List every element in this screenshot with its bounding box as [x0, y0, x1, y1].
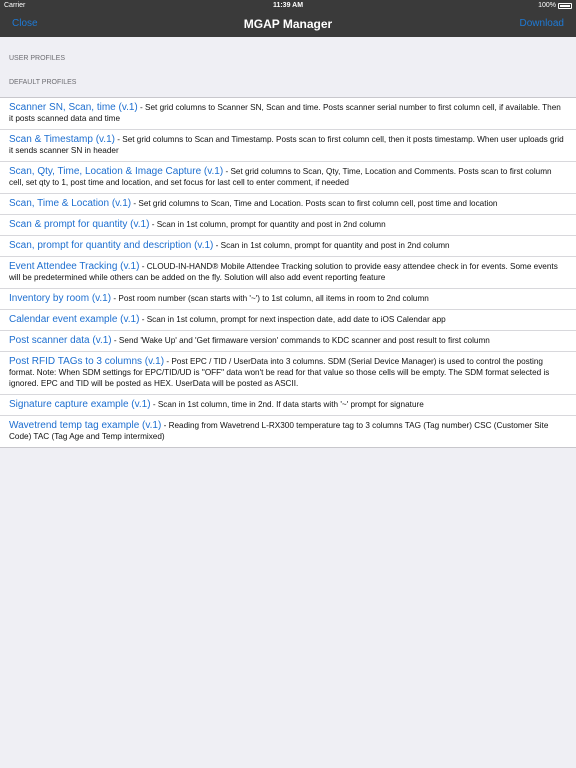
profile-name: Scan & Timestamp (v.1)	[9, 134, 115, 145]
battery-indicator	[538, 2, 572, 9]
status-bar	[0, 0, 576, 12]
profile-name: Scan, prompt for quantity and description (v.1)	[9, 240, 214, 251]
profile-name: Post RFID TAGs to 3 columns (v.1)	[9, 356, 165, 367]
profile-description: - Send 'Wake Up' and 'Get firmaware version' commands to KDC scanner and post result to first column	[111, 336, 490, 345]
profile-row[interactable]	[0, 331, 576, 352]
profile-row[interactable]	[0, 310, 576, 331]
profile-description: - Set grid columns to Scan and Timestamp. Posts scan to first column cell, then it posts timestamp. When user uploads grid it sends scanner SN in header	[9, 135, 564, 155]
close-button[interactable]: Close	[12, 18, 38, 29]
profile-row[interactable]	[0, 162, 576, 194]
status-time: 11:39 AM	[272, 2, 304, 9]
profile-row[interactable]	[0, 130, 576, 162]
profile-name: Scanner SN, Scan, time (v.1)	[9, 102, 138, 113]
profile-description: - CLOUD-IN-HAND® Mobile Attendee Tracking solution to provide easy attendee check in for events. Some events will be predetermined while others can be added on the fly. Solution will also add event reporting feature	[9, 262, 558, 282]
profile-name: Wavetrend temp tag example (v.1)	[9, 420, 162, 431]
profile-name: Post scanner data (v.1)	[9, 335, 112, 346]
profile-name: Scan, Time & Location (v.1)	[9, 198, 132, 209]
profile-row[interactable]	[0, 289, 576, 310]
carrier-label: Carrier	[4, 2, 26, 9]
profile-description: - Post room number (scan starts with '~') to 1st column, all items in room to 2nd column	[111, 294, 429, 303]
profile-row[interactable]	[0, 98, 576, 130]
profile-name: Scan & prompt for quantity (v.1)	[9, 219, 150, 230]
profile-name: Event Attendee Tracking (v.1)	[9, 261, 140, 272]
profiles-table	[0, 37, 576, 448]
navigation-bar	[0, 12, 576, 37]
profile-description: - Scan in 1st column, prompt for next inspection date, add date to iOS Calendar app	[139, 315, 446, 324]
section-header-default-profiles: DEFAULT PROFILES	[9, 79, 77, 86]
profile-description: - Reading from Wavetrend L-RX300 temperature tag to 3 columns TAG (Tag number) CSC (Customer Site Code) TAC (Tag Age and Temp intermixed)	[9, 421, 549, 441]
default-profiles-list	[0, 97, 576, 448]
profile-description: - Set grid columns to Scan, Time and Location. Posts scan to first column cell, post time and location	[131, 199, 498, 208]
download-button[interactable]: Download	[519, 18, 564, 29]
battery-percent: 100%	[538, 2, 556, 9]
profile-name: Scan, Qty, Time, Location & Image Capture (v.1)	[9, 166, 224, 177]
profile-name: Signature capture example (v.1)	[9, 399, 151, 410]
profile-row[interactable]	[0, 236, 576, 257]
profile-row[interactable]	[0, 352, 576, 395]
profile-row[interactable]	[0, 395, 576, 416]
profile-description: - Scan in 1st column, time in 2nd. If data starts with '~' prompt for signature	[150, 400, 424, 409]
profile-row[interactable]	[0, 215, 576, 236]
profile-name: Calendar event example (v.1)	[9, 314, 140, 325]
profile-row[interactable]	[0, 416, 576, 447]
profile-description: - Set grid columns to Scan, Qty, Time, Location and Comments. Posts scan to first column cell, set qty to 1, post time and location, and set focus for last cell to enter comment, if needed	[9, 167, 552, 187]
profile-description: - Post EPC / TID / UserData into 3 columns. SDM (Serial Device Manager) is used to control the posting format. Note: When SDM settings for EPC/TID/UD is "OFF" data won't be read for that value so those cells will be empty. The SDM format selected is ignored. EPC and TID will be posted as HEX. UserData will be posted as ASCII.	[9, 357, 550, 388]
profile-description: - Scan in 1st column, prompt for quantity and post in 2nd column	[149, 220, 386, 229]
page-title: MGAP Manager	[243, 17, 333, 31]
profile-description: - Scan in 1st column, prompt for quantity and post in 2nd column	[213, 241, 450, 250]
profile-name: Inventory by room (v.1)	[9, 293, 112, 304]
profile-row[interactable]	[0, 257, 576, 289]
profile-row[interactable]	[0, 194, 576, 215]
section-header-user-profiles: USER PROFILES	[9, 55, 66, 62]
battery-icon	[558, 3, 572, 9]
profile-description: - Set grid columns to Scanner SN, Scan and time. Posts scanner serial number to first column cell, if available. Then it posts scanned data and time	[9, 103, 561, 123]
